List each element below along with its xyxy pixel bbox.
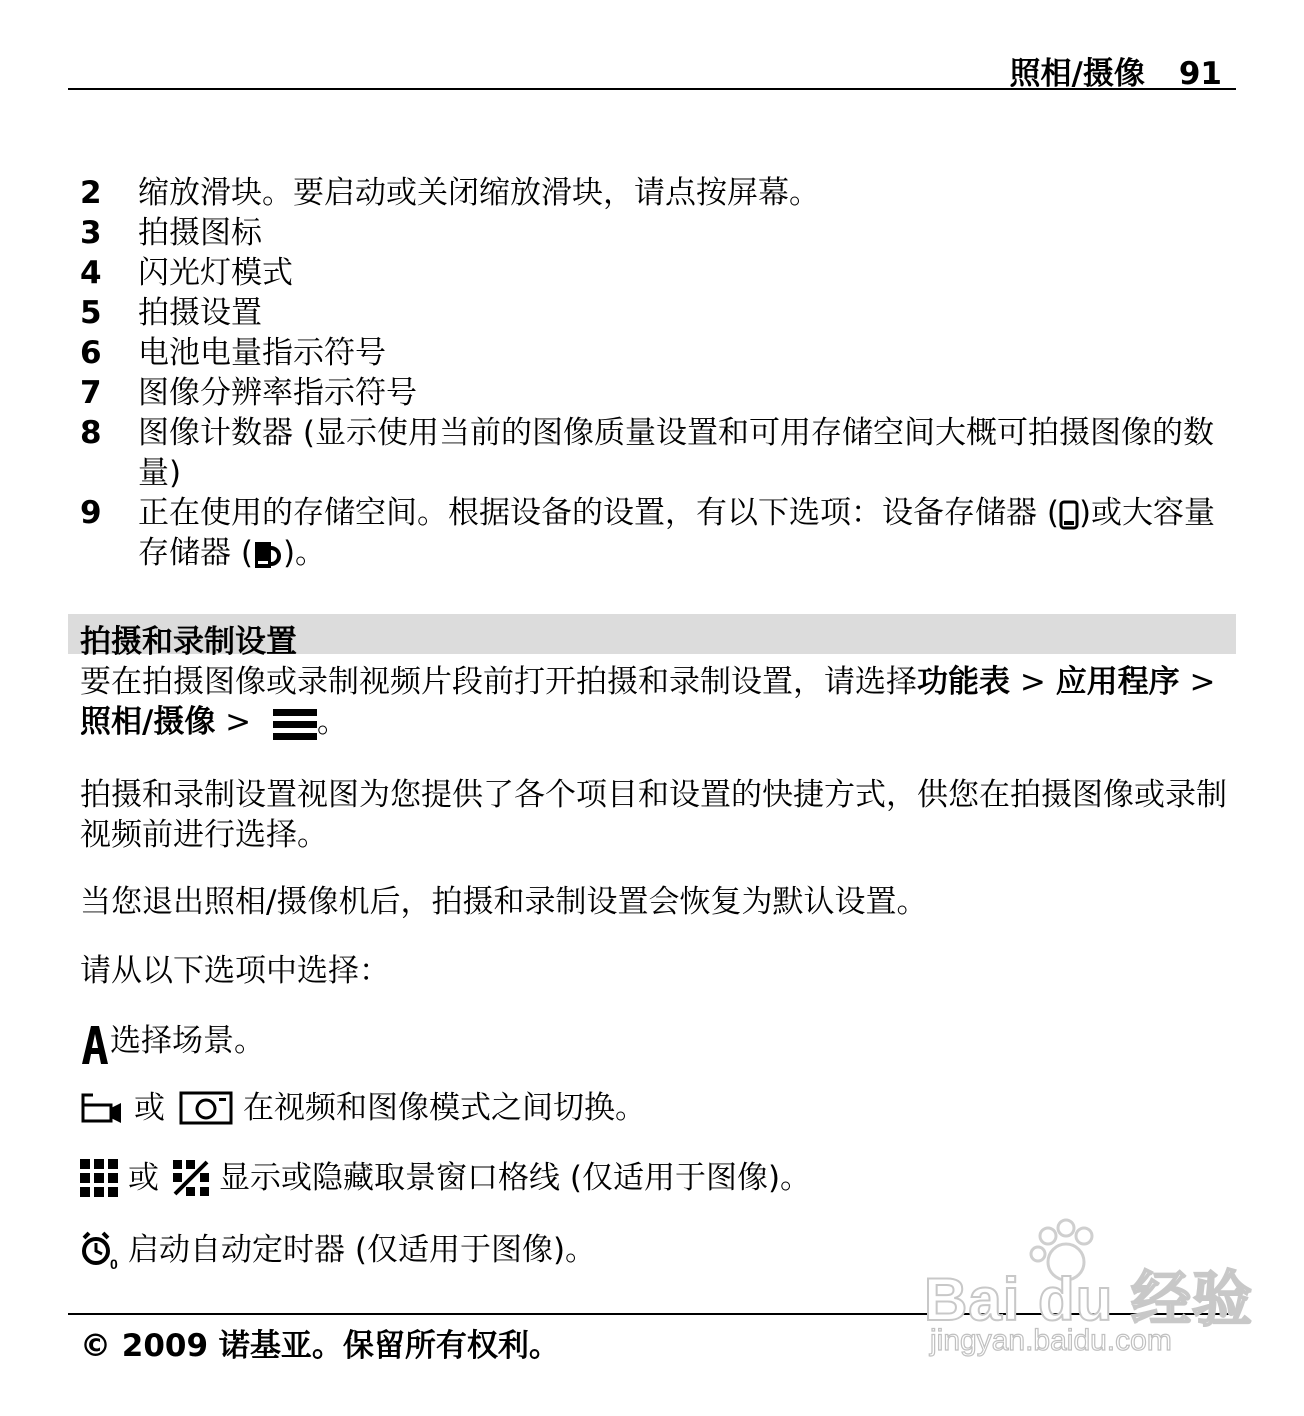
callout-list bbox=[80, 173, 1230, 573]
copyright-footer: © 2009 诺基亚。保留所有权利。 bbox=[80, 1328, 560, 1364]
menu-path-apps: 应用程序 bbox=[1055, 664, 1180, 700]
item-text-part: )。 bbox=[282, 535, 327, 571]
intro-text: 要在拍摄图像或录制视频片段前打开拍摄和录制设置，请选择 bbox=[80, 664, 917, 700]
option-text: 选择场景。 bbox=[110, 1023, 265, 1059]
item-number: 5 bbox=[80, 295, 102, 331]
watermark-url: jingyan.baidu.com bbox=[930, 1324, 1172, 1357]
baidu-watermark bbox=[922, 1218, 1254, 1368]
item-number: 6 bbox=[80, 335, 102, 371]
list-item bbox=[80, 293, 1230, 333]
reset-paragraph: 当您退出照相/摄像机后，拍摄和录制设置会恢复为默认设置。 bbox=[80, 884, 928, 920]
list-item bbox=[80, 333, 1230, 373]
path-separator: > bbox=[215, 704, 262, 740]
item-text: 闪光灯模式 bbox=[138, 255, 293, 291]
option-grid bbox=[80, 1158, 1230, 1198]
section-title: 拍摄和录制设置 bbox=[80, 624, 297, 660]
photo-camera-icon bbox=[179, 1091, 233, 1125]
list-item bbox=[80, 493, 1230, 573]
list-item bbox=[80, 213, 1230, 253]
item-text: 图像计数器 (显示使用当前的图像质量设置和可用存储空间大概可拍摄图像的数量) bbox=[138, 415, 1214, 491]
item-text-part: )或大容量存储器 ( bbox=[138, 495, 1216, 571]
item-text: 图像分辨率指示符号 bbox=[138, 375, 417, 411]
chapter-title: 照相/摄像 bbox=[1009, 56, 1145, 92]
running-head bbox=[1010, 48, 1222, 93]
intro-end: 。 bbox=[317, 704, 349, 740]
video-camera-icon bbox=[80, 1091, 124, 1125]
self-timer-icon bbox=[80, 1230, 120, 1270]
option-or: 或 bbox=[128, 1160, 159, 1196]
item-number: 9 bbox=[80, 495, 102, 531]
grid-off-icon bbox=[173, 1160, 209, 1196]
choose-paragraph: 请从以下选项中选择： bbox=[80, 953, 390, 989]
item-number: 2 bbox=[80, 175, 102, 211]
option-text: 显示或隐藏取景窗口格线 (仅适用于图像)。 bbox=[219, 1160, 812, 1196]
svg-text:0: 0 bbox=[110, 1256, 118, 1270]
menu-path-camera: 照相/摄像 bbox=[80, 704, 216, 740]
settings-view-paragraph: 拍摄和录制设置视图为您提供了各个项目和设置的快捷方式，供您在拍摄图像或录制视频前进行选择。 bbox=[80, 777, 1227, 853]
watermark-brand: Bai du 经验 bbox=[924, 1266, 1254, 1333]
list-item bbox=[80, 173, 1230, 213]
list-item bbox=[80, 253, 1230, 293]
mass-memory-icon bbox=[253, 540, 283, 570]
scene-auto-icon bbox=[80, 1022, 110, 1066]
intro-paragraph bbox=[80, 662, 1230, 742]
section-heading-bar bbox=[68, 614, 1236, 660]
option-text: 在视频和图像模式之间切换。 bbox=[243, 1090, 646, 1126]
grid-on-icon bbox=[80, 1159, 118, 1197]
options-menu-icon bbox=[273, 706, 317, 742]
page-number: 91 bbox=[1178, 56, 1222, 92]
option-scene bbox=[80, 1016, 1230, 1066]
option-text: 启动自动定时器 (仅适用于图像)。 bbox=[128, 1232, 597, 1268]
list-item bbox=[80, 373, 1230, 413]
path-separator: > bbox=[1179, 664, 1216, 700]
item-text: 拍摄图标 bbox=[138, 215, 262, 251]
item-text: 电池电量指示符号 bbox=[138, 335, 386, 371]
page-header bbox=[68, 44, 1236, 90]
option-mode bbox=[80, 1088, 1230, 1128]
item-text-part: 正在使用的存储空间。根据设备的设置，有以下选项：设备存储器 ( bbox=[138, 495, 1059, 531]
item-number: 3 bbox=[80, 215, 102, 251]
item-text bbox=[138, 493, 1230, 573]
option-or: 或 bbox=[134, 1090, 165, 1126]
item-number: 7 bbox=[80, 375, 102, 411]
item-number: 4 bbox=[80, 255, 102, 291]
path-separator: > bbox=[1010, 664, 1056, 700]
list-item bbox=[80, 413, 1230, 493]
item-number: 8 bbox=[80, 415, 102, 451]
menu-path-functions: 功能表 bbox=[917, 664, 1010, 700]
item-text: 缩放滑块。要启动或关闭缩放滑块，请点按屏幕。 bbox=[138, 175, 820, 211]
phone-memory-icon bbox=[1059, 500, 1079, 530]
item-text: 拍摄设置 bbox=[138, 295, 262, 331]
